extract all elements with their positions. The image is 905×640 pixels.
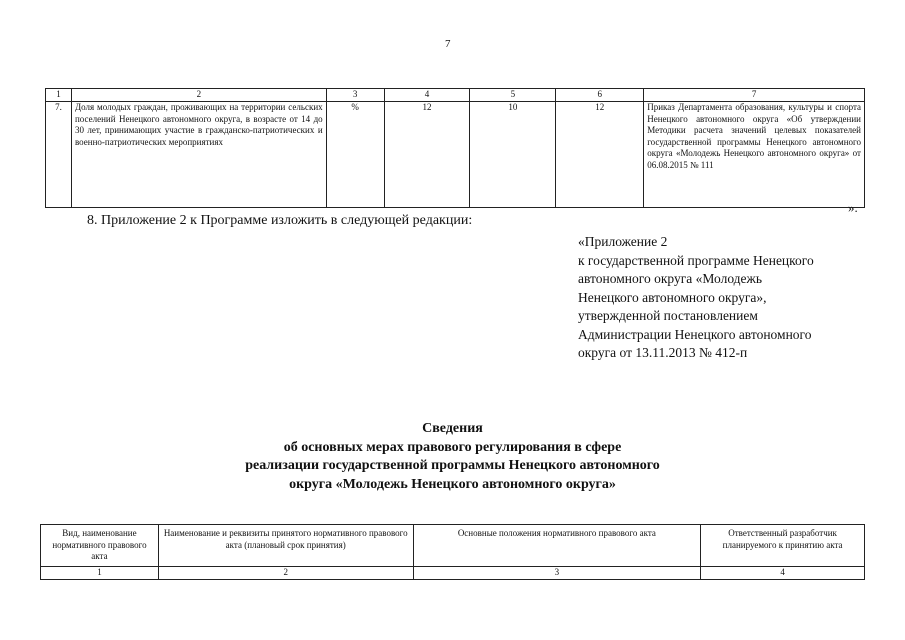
title-line: об основных мерах правового регулирования в сфере xyxy=(283,439,622,455)
column-number: 3 xyxy=(413,566,701,579)
table-header-row xyxy=(46,89,865,102)
header-cell: 5 xyxy=(470,89,556,102)
unit-cell: % xyxy=(326,102,384,208)
legal-measures-table xyxy=(40,524,865,580)
header-cell: 6 xyxy=(556,89,644,102)
table-row xyxy=(46,102,865,208)
row-number: 7. xyxy=(46,102,72,208)
header-cell: Основные положения нормативного правового акта xyxy=(413,525,701,567)
column-number-row xyxy=(41,566,865,579)
column-number: 2 xyxy=(158,566,413,579)
header-cell: 4 xyxy=(384,89,470,102)
header-cell: Ответственный разработчик планируемого к принятию акта xyxy=(701,525,865,567)
section-title xyxy=(0,420,905,494)
value-cell: 12 xyxy=(556,102,644,208)
appendix-line: «Приложение 2 xyxy=(578,234,668,249)
header-cell: 7 xyxy=(644,89,865,102)
closing-quote: ». xyxy=(848,200,858,215)
column-number: 4 xyxy=(701,566,865,579)
column-number: 1 xyxy=(41,566,159,579)
indicator-name: Доля молодых граждан, проживающих на территории сельских поселений Ненецкого автономного округа, в возрасте от 14 до 30 лет, принимающих участие в гражданско-патриотических и военно-патриотических мероприятиях xyxy=(71,102,326,208)
header-cell: 2 xyxy=(71,89,326,102)
appendix-header xyxy=(578,233,878,363)
appendix-line: к государственной программе Ненецкого xyxy=(578,252,814,268)
source-document: Приказ Департамента образования, культуры и спорта Ненецкого автономного округа «Об утверждении Методики расчета значений целевых показателей государственной программы Ненецкого автономного округа «Молодежь Ненецкого автономного округа» от 06.08.2015 № 111 xyxy=(644,102,865,208)
appendix-line: автономного округа «Молодежь xyxy=(578,271,763,286)
appendix-line: утвержденной постановлением xyxy=(578,308,758,323)
title-line: реализации государственной программы Ненецкого автономного xyxy=(245,458,660,473)
appendix-line: Администрации Ненецкого автономного xyxy=(578,326,812,342)
header-cell: 1 xyxy=(46,89,72,102)
title-line: Сведения xyxy=(422,421,483,436)
value-cell: 10 xyxy=(470,102,556,208)
page-number: 7 xyxy=(445,38,451,50)
indicator-table xyxy=(45,88,865,208)
table-header-row xyxy=(41,525,865,567)
header-cell: Наименование и реквизиты принятого нормативного правового акта (плановый срок принятия) xyxy=(158,525,413,567)
value-cell: 12 xyxy=(384,102,470,208)
appendix-line: Ненецкого автономного округа», xyxy=(578,289,767,305)
header-cell: Вид, наименование нормативного правового акта xyxy=(41,525,159,567)
title-line: округа «Молодежь Ненецкого автономного округа» xyxy=(289,476,616,492)
paragraph-8: 8. Приложение 2 к Программе изложить в следующей редакции: xyxy=(87,213,473,228)
appendix-line: округа от 13.11.2013 № 412-п xyxy=(578,345,748,360)
header-cell: 3 xyxy=(326,89,384,102)
